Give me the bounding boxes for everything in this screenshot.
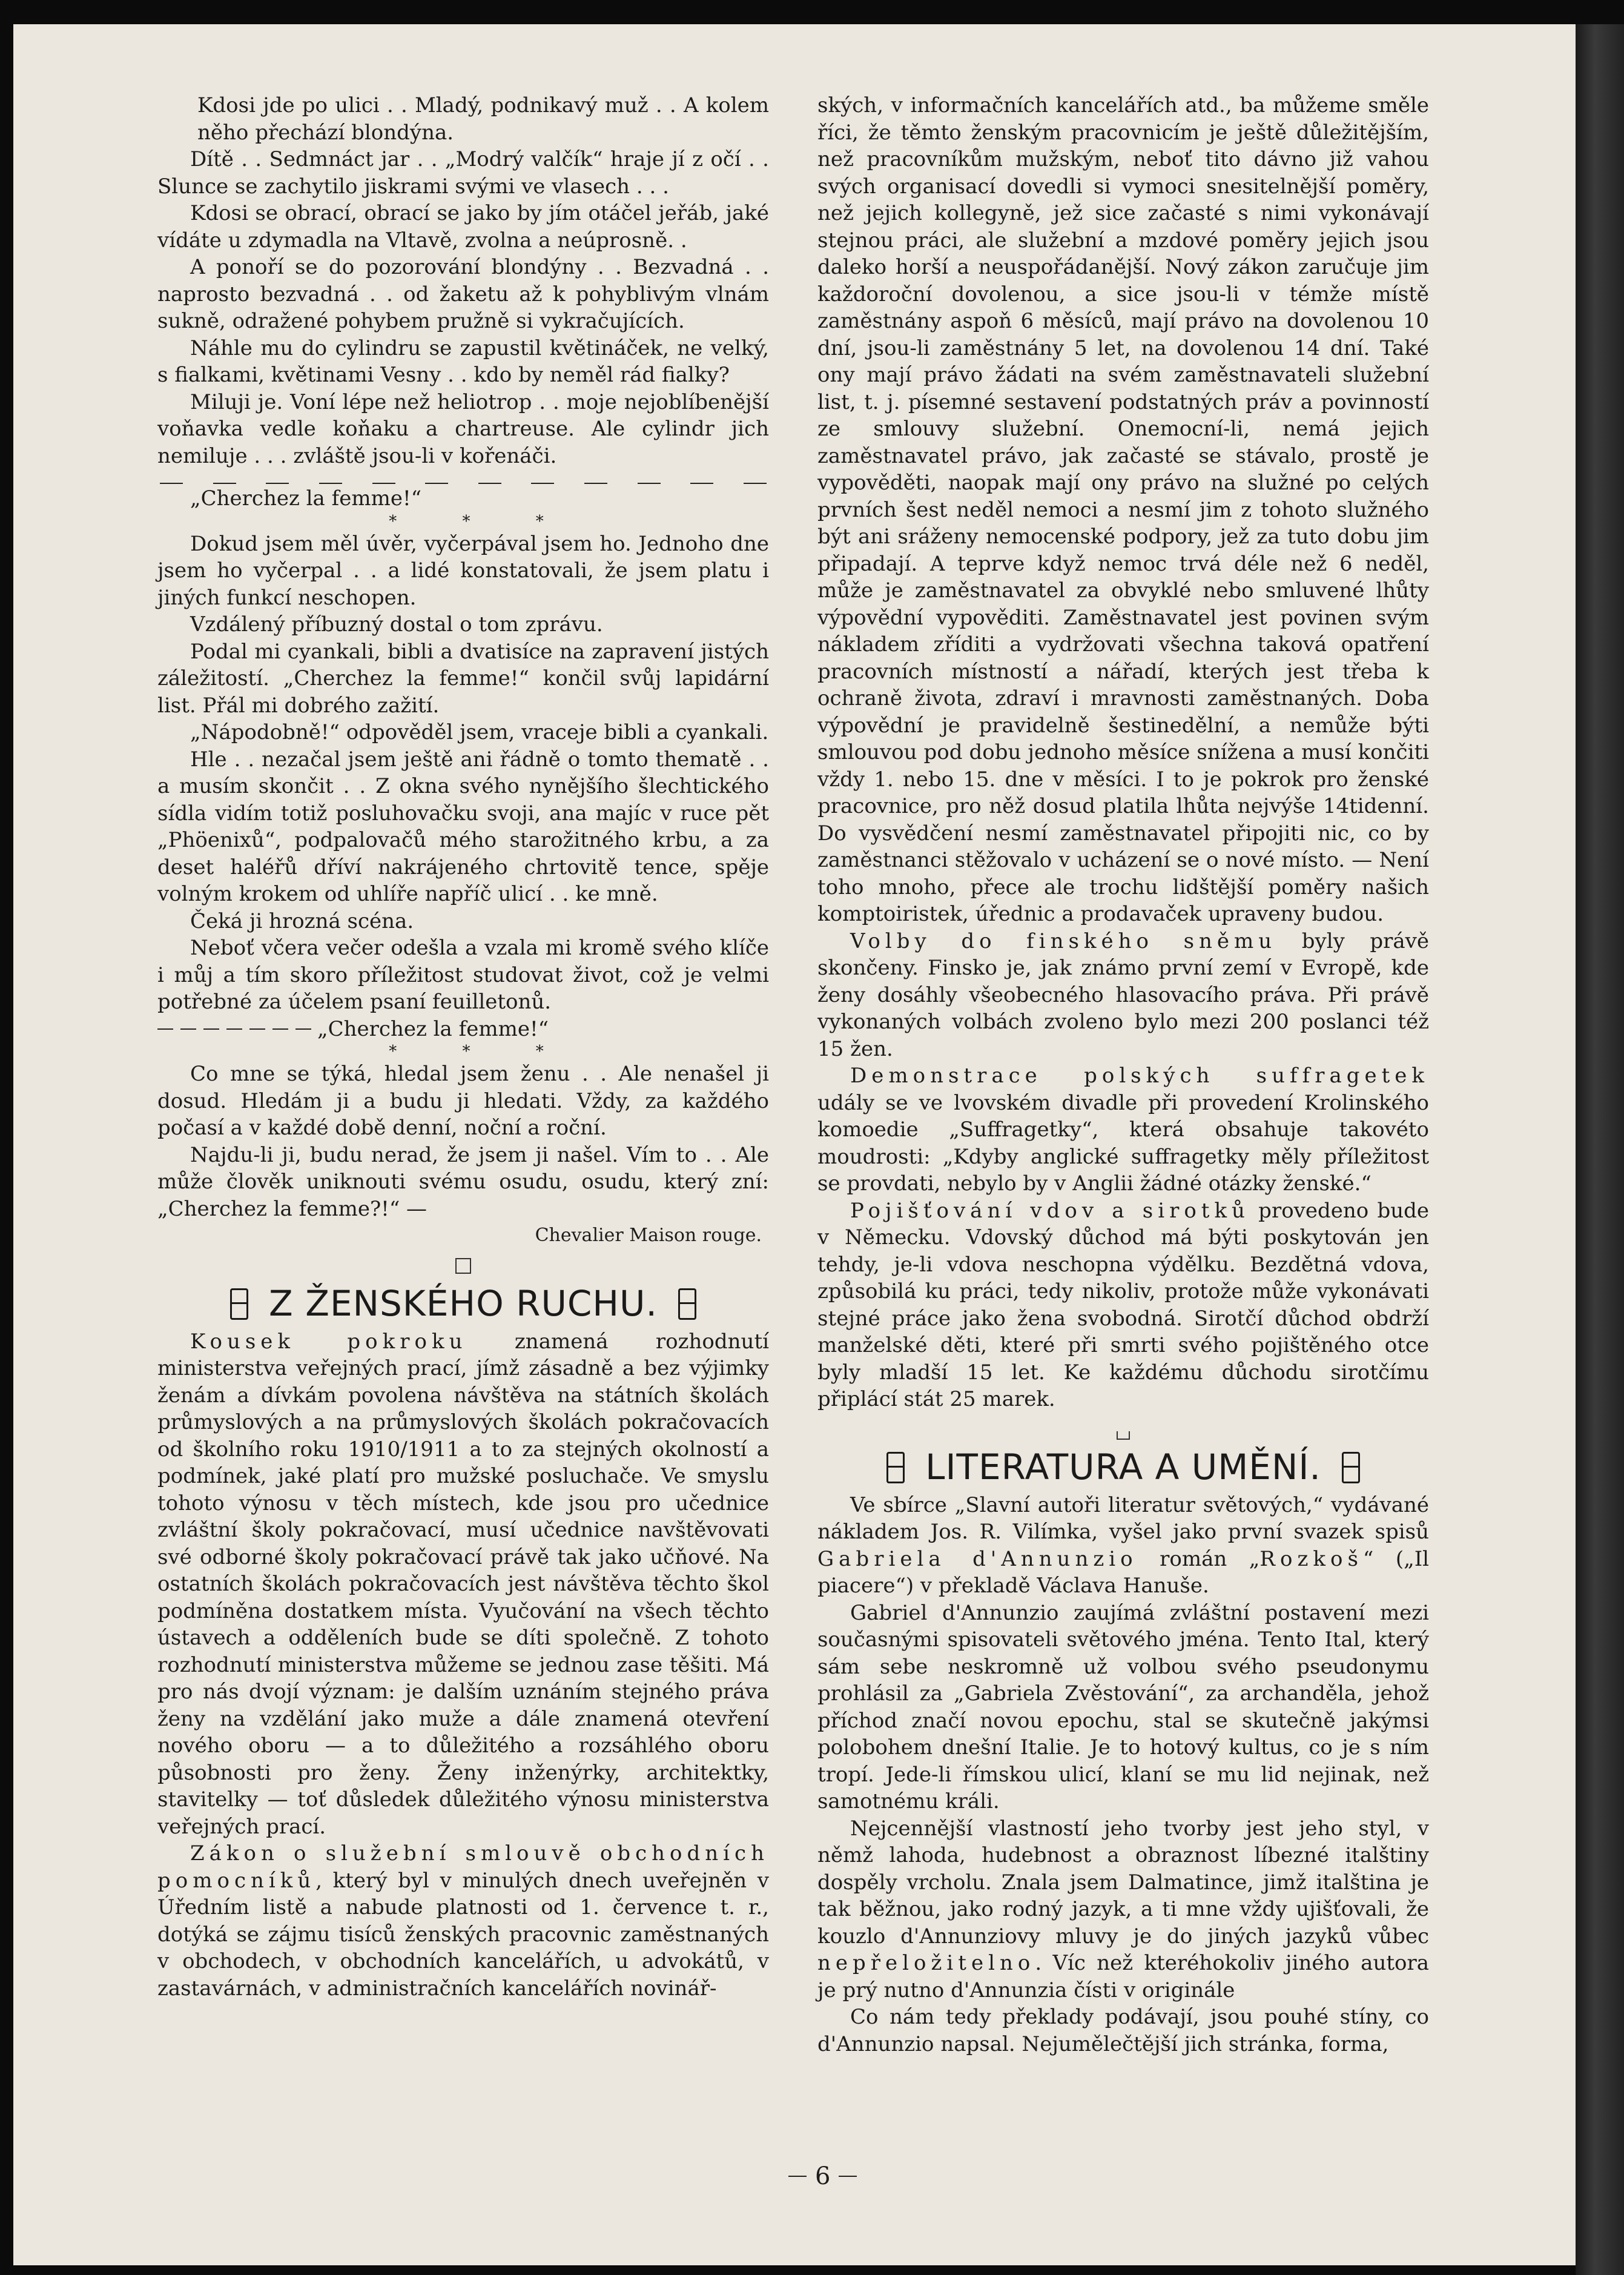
dash-cherchez-line	[157, 1016, 769, 1043]
section-heading	[817, 1446, 1429, 1488]
left-column	[157, 92, 769, 2002]
asterisk-divider: * * *	[389, 512, 574, 531]
paragraph: Čeká ji hrozná scéna.	[190, 909, 414, 933]
paragraph-text: “ („Il piacere“) v překladě Václava Hanuše.	[817, 1546, 1429, 1598]
feuilleton-part1	[157, 92, 769, 469]
heading-text: Z ŽENSKÉHO RUCHU.	[269, 1283, 658, 1325]
spaced-title: Rozkoš	[1259, 1546, 1363, 1571]
feuilleton-part2	[157, 531, 769, 1016]
paragraph: Co mne se týká, hledal jsem ženu . . Ale nenašel ji dosud. Hledám ji a budu ji hledati. Vždy, za každého počasí a v každé době denní, noční a roční.	[157, 1062, 769, 1140]
spaced-lead: Demonstrace polských suffragetek	[850, 1064, 1429, 1088]
ornament-icon	[678, 1288, 696, 1320]
paragraph: Dítě . . Sedmnáct jar . . „Modrý valčík“ hraje jí z očí . . Slunce se zachytilo jiskrami svými ve vlasech . . .	[157, 147, 769, 199]
paragraph: Neboť včera večer odešla a vzala mi kromě svého klíče i můj a tím skoro příležitost studovat život, což je velmi potřebné za účelem psaní feuilletonů.	[157, 936, 769, 1014]
paragraph: Hle . . nezačal jsem ještě ani řádně o tomto thematě . . a musím skončit . . Z okna svého nynějšího šlechtického sídla vidím totiž posluhovačku svoji, ana majíc v ruce pět „Phöenixů“, podpalovačů mého starožitného krbu, a za deset haléřů dříví nakrájeného chrtovitě tence, spěje volným krokem od uhlíře napříč ulicí . . ke mně.	[157, 747, 769, 906]
heading-text: LITERATURA A UMĚNÍ.	[925, 1446, 1321, 1488]
section-divider-box	[455, 1258, 471, 1274]
article-paragraph	[817, 1492, 1429, 1600]
signature: Chevalier Maison rouge.	[535, 1225, 762, 1246]
paragraph-text: Nejcennější vlastností jeho tvorby jest jeho styl, v němž lahoda, hudebnost a obraznost líbezné italštiny dospěly vrcholu. Znala jsem Dalmatince, jimž italština je tak běžnou, jako rodný jazyk, a ti mne vždy ujišťovali, že kouzlo d'Annunziovy mluvy je do jiných jazyků vůbec	[817, 1816, 1429, 1949]
paragraph: Podal mi cyankali, bibli a dvatisíce na zapravení jistých záležitostí. „Cherchez la femme!“ končil svůj lapidární list. Přál mi dobrého zažití.	[157, 639, 769, 718]
paragraph-text: Ve sbírce „Slavní autoři literatur světových,“ vydávané nákladem Jos. R. Vilímka, vyšel jako první svazek spisů	[817, 1492, 1429, 1544]
spaced-lead: Volby do finského sněmu	[850, 929, 1277, 953]
paragraph-text: provedeno bude v Německu. Vdovský důchod má býti poskytován jen tehdy, je-li vdova neschopna výdělku. Bezdětná vdova, způsobilá ku práci, tedy nikoliv, protože může vykonávati stejné práce jako žena svobodná. Sirotčí důchod obdrží manželské děti, které při smrti svého pojištěného otce byly mladší 15 let. Ke každému důchodu sirotčímu připlácí stát 25 marek.	[817, 1198, 1429, 1411]
spaced-lead: Zákon o služební smlouvě obchodních pomocníků	[157, 1841, 769, 1893]
section-divider-box	[1117, 1431, 1130, 1440]
feuilleton-part3	[157, 1061, 769, 1222]
paragraph: Vzdálený příbuzný dostal o tom zprávu.	[190, 612, 603, 637]
cherchez-line: „Cherchez la femme!“	[190, 486, 421, 511]
spaced-name: Gabriela d'Annunzio	[817, 1546, 1138, 1571]
article-paragraph	[817, 1815, 1429, 2004]
article-paragraph	[157, 1840, 769, 2002]
paragraph: Náhle mu do cylindru se zapustil květináček, ne velký, s fialkami, květinami Vesny . . kdo by neměl rád fialky?	[157, 336, 769, 387]
asterisk-divider: * * *	[389, 1042, 574, 1061]
article-paragraph	[817, 1062, 1429, 1197]
article-paragraph: Gabriel d'Annunzio zaujímá zvláštní postavení mezi současnými spisovateli světového jména. Tento Ital, který sám sebe neskromně už volbou svého pseudonymu prohlásil za „Gabriela Zvěstování“, za archanděla, jehož příchod značí novou epochu, stal se skutečně jakýmsi polobohem dnešní Italie. Je to hotový kultus, co je s ním tropí. Jede-li římskou ulicí, klaní se mu lid nejinak, než samotnému králi.	[817, 1600, 1429, 1813]
section-heading	[157, 1283, 769, 1325]
ornament-icon	[230, 1288, 248, 1320]
paragraph-text: znamená rozhodnutí ministerstva veřejných prací, jímž zásadně a bez výjimky ženám a dívkám povolena návštěva na státních školách průmyslových a na průmyslových školách pokračovacích od školního roku 1910/1911 a to za stejných okolností a podmínek, jaké platí pro mužské posluchače. Ve smyslu tohoto výnosu v těch místech, kde jsou pro učednice zvláštní školy pokračovací, musí učednice navštěvovati své odborné školy pokračovací právě tak jako učňové. Na ostatních školách pokračovacích jest návštěva těchto škol podmíněna dostatkem místa. Vyučování na všech těchto ústavech a odděleních bude se díti společně. Z tohoto rozhodnutí ministerstva můžeme se jednou zase těšiti. Má pro nás dvojí význam: je dalším uznáním stejného práva ženy na vzdělání jako muže a dále znamená otevření nového oboru — a to důležitého a rozsáhlého oboru působnosti pro ženy. Ženy inženýrky, architektky, stavitelky — toť důsledek důležitého výnosu ministerstva veřejných prací.	[157, 1329, 769, 1839]
right-column	[817, 92, 1429, 2058]
dash-separator	[157, 471, 769, 484]
spaced-lead: Kousek pokroku	[190, 1329, 467, 1354]
paragraph: „Nápodobně!“ odpověděl jsem, vraceje bibli a cyankali.	[190, 720, 769, 744]
paragraph-text: byly právě skončeny. Finsko je, jak známo první zemí v Evropě, kde ženy dosáhly všeobecného hlasovacího práva. Při právě vykonaných volbách zvoleno bylo mezi 200 poslanci též 15 žen.	[817, 929, 1429, 1061]
spaced-lead: Pojišťování vdov a sirotků	[850, 1198, 1250, 1223]
paragraph-text: román „	[1137, 1546, 1260, 1571]
cherchez-line: „Cherchez la femme!“	[317, 1016, 549, 1041]
ornament-icon	[1342, 1452, 1360, 1483]
paragraph: A ponoří se do pozorování blondýny . . Bezvadná . . naprosto bezvadná . . od žaketu až k pohyblivým vlnám sukně, odražené pohybem pružně si vykračujících.	[157, 255, 769, 333]
article-paragraph	[817, 1197, 1429, 1413]
page-number	[788, 2162, 857, 2190]
article-paragraph: ských, v informačních kancelářích atd., ba můžeme směle říci, že těmto ženským pracovnicím je ještě důležitějším, než pracovníkům mužským, neboť tito dávno již vahou svých organisací dovedli si vymoci snesitelnější poměry, než jejich kollegyně, jež sice začasté s nimi vykonávají stejnou práci, ale služební a mzdové poměry jejich jsou daleko horší a neuspořádanější. Nový zákon zaručuje jim každoroční dovolenou, a sice jsou-li v témže místě zaměstnány aspoň 6 měsíců, mají právo na dovolenou 10 dní, jsou-li zaměstnány 5 let, na dovolenou 14 dní. Také ony mají právo žádati na svém zaměstnavateli služební list, t. j. písemné sestavení podstatných práv a povinností ze smlouvy služební. Onemocní-li, nemá jejich zaměstnavatel právo, jak začasté se stávalo, prostě je vypověděti, naopak mají ony právo na služné po celých prvních šest neděl nemoci a nesmí jim z tohoto služného být ani sráženy nemocenské podpory, jež za tuto dobu jim připadají. A teprve když nemoc trvá déle než 6 neděl, může je zaměstnavatel za obvyklé nebo smluvené lhůty výpovědní vypověditi. Zaměstnavatel jest povinen svým nákladem zříditi a vydržovati všechna taková opatření pracovních místností a nářadí, kterých jest třeba k ochraně života, zdraví i mravnosti zaměstnaných. Doba výpovědní je pravidelně šestinedělní, a nemůže býti smlouvou pod dobu jednoho měsíce snížena a musí končiti vždy 1. nebo 15. dne v měsíci. I to je pokrok pro ženské pracovnice, pro něž dosud platila lhůta nejvýše 14tidenní. Do vysvědčení nesmí zaměstnavatel připojiti nic, co by zaměstnanci stěžovalo v ucházení se o nové místo. — Není toho mnoho, přece ale trochu lidštější poměry našich komptoiristek, úřednic a prodavaček upraveny budou.	[817, 93, 1429, 926]
newspaper-page	[13, 24, 1576, 2265]
paragraph: Dokud jsem měl úvěr, vyčerpával jsem ho. Jednoho dne jsem ho vyčerpal . . a lidé konstatovali, že jsem platu i jiných funkcí neschopen.	[157, 531, 769, 610]
paragraph-text: , který byl v minulých dnech uveřejněn v Úředním listě a nabude platnosti od 1. července t. r., dotýká se zájmu tisíců ženských pracovnic zaměstnaných v obchodech, v obchodních kancelářích, u advokátů, v zastavárnách, v administračních kancelářích novinář-	[157, 1868, 769, 2001]
paragraph: Kdosi jde po ulici . . Mladý, podnikavý muž . . A kolem něho přechází blondýna.	[197, 93, 769, 145]
spaced-word: nepřeložitelno	[817, 1951, 1035, 1975]
article-paragraph	[817, 928, 1429, 1063]
paragraph: Miluji je. Voní lépe než heliotrop . . moje nejoblíbenější voňavka vedle koňaku a chartreuse. Ale cylindr jich nemiluje . . . zvláště jsou-li v kořenáči.	[157, 389, 769, 468]
paragraph: Najdu-li ji, budu nerad, že jsem ji našel. Vím to . . Ale může člověk uniknouti svému osudu, osudu, který zní: „Cherchez la femme?!“ —	[157, 1142, 769, 1221]
page-edge-shadow	[1576, 24, 1624, 2275]
paragraph: Kdosi se obrací, obrací se jako by jím otáčel jeřáb, jaké vídáte u zdymadla na Vltavě, zvolna a neúprosně. .	[157, 201, 769, 253]
paragraph-text: . Víc než kteréhokoliv jiného autora je prý nutno d'Annunzia čísti v originále	[817, 1951, 1429, 2002]
paragraph-text: udály se ve lvovském divadle při provedení Krolinského komoedie „Suffragetky“, která obsahuje takovéto moudrosti: „Kdyby anglické suffragetky měly příležitost se provdati, nebylo by v Anglii žádné otázky ženské.“	[817, 1090, 1429, 1196]
ornament-icon	[886, 1452, 905, 1483]
article-paragraph: Co nám tedy překlady podávají, jsou pouhé stíny, co d'Annunzio napsal. Nejumělečtější jich stránka, forma,	[817, 2005, 1429, 2056]
article-paragraph	[157, 1328, 769, 1841]
page-number-text: 6	[815, 2162, 831, 2190]
